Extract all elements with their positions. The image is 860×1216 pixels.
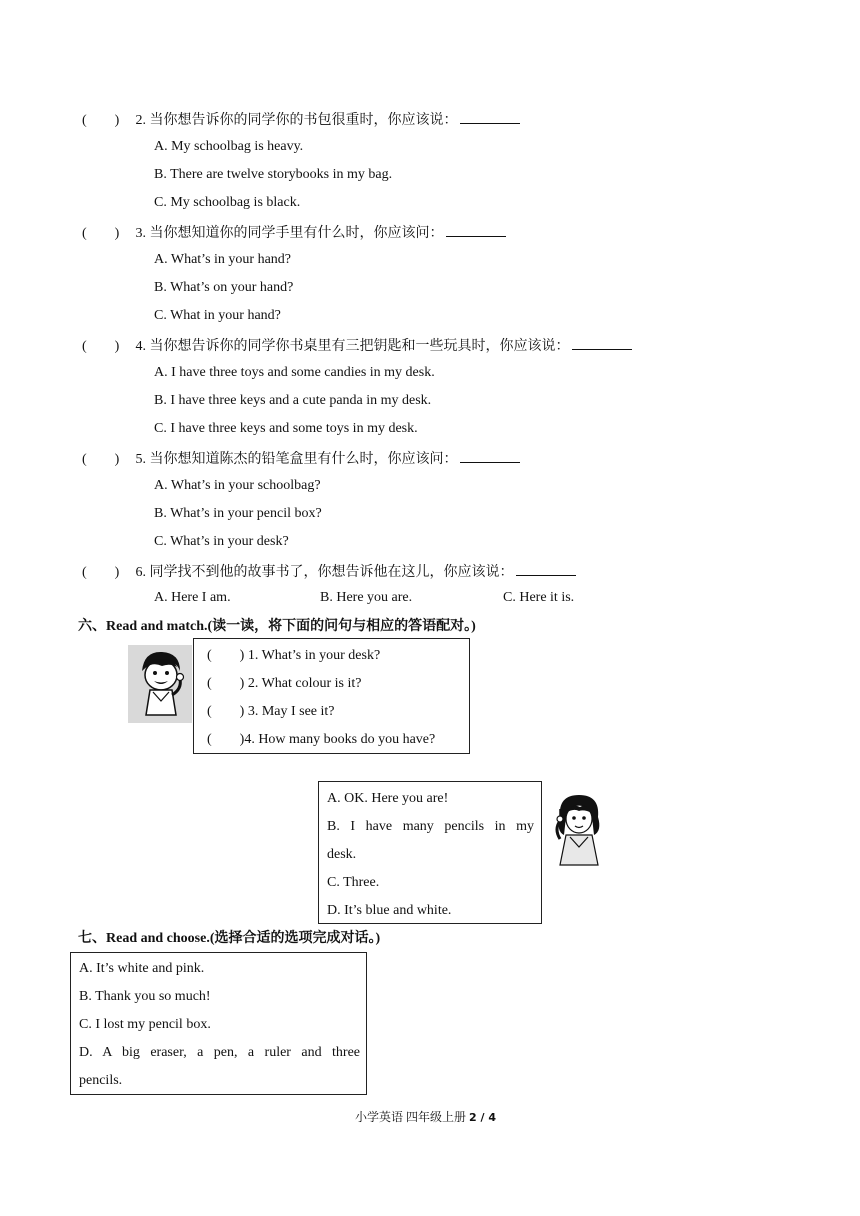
match-answer-c: C. Three. bbox=[327, 875, 380, 890]
match-questions-box bbox=[193, 638, 470, 754]
choose-option-b: B. Thank you so much! bbox=[79, 989, 211, 1004]
match-question-4: ( )4. How many books do you have? bbox=[207, 732, 436, 747]
option: C. I have three keys and some toys in my desk. bbox=[154, 421, 418, 436]
question-text: 当你想告诉你的同学你书桌里有三把钥匙和一些玩具时，你应该说： bbox=[149, 339, 570, 354]
choose-option-c: C. I lost my pencil box. bbox=[79, 1017, 211, 1032]
section-7-heading bbox=[78, 930, 380, 948]
answer-paren[interactable]: ( ) bbox=[82, 339, 120, 354]
section-7-title: 七、Read and choose. bbox=[78, 931, 210, 946]
answer-blank[interactable] bbox=[572, 335, 632, 350]
option: B. Here you are. bbox=[320, 590, 413, 605]
match-question-2: ( ) 2. What colour is it? bbox=[207, 676, 362, 691]
section-6-title: 六、Read and match. bbox=[78, 619, 208, 634]
option: A. What’s in your hand? bbox=[154, 252, 291, 267]
choose-options-box bbox=[70, 952, 367, 1095]
question-number: 4. bbox=[135, 339, 146, 354]
choose-option-a: A. It’s white and pink. bbox=[79, 961, 205, 976]
page-number: 2 / 4 bbox=[469, 1111, 496, 1124]
option: C. What’s in your desk? bbox=[154, 534, 289, 549]
question-6 bbox=[82, 561, 576, 582]
boy-cartoon-icon bbox=[128, 645, 192, 723]
question-number: 6. bbox=[135, 565, 146, 580]
match-answers-box bbox=[318, 781, 542, 924]
girl-cartoon-icon bbox=[546, 787, 612, 869]
match-answer-b-cont: desk. bbox=[327, 847, 357, 862]
page-footer bbox=[355, 1108, 496, 1127]
question-2 bbox=[82, 109, 520, 130]
match-answer-d: D. It’s blue and white. bbox=[327, 903, 452, 918]
match-answer-a: A. OK. Here you are! bbox=[327, 791, 449, 806]
question-text: 当你想知道陈杰的铅笔盒里有什么时，你应该问： bbox=[149, 452, 458, 467]
footer-text: 小学英语 四年级上册 bbox=[355, 1110, 470, 1124]
section-6-instruction: (读一读，将下面的问句与相应的答语配对。) bbox=[207, 619, 476, 634]
answer-blank[interactable] bbox=[460, 109, 520, 124]
boy-picture bbox=[128, 645, 192, 723]
section-6-heading bbox=[78, 618, 476, 636]
match-question-1: ( ) 1. What’s in your desk? bbox=[207, 648, 381, 663]
answer-paren[interactable]: ( ) bbox=[82, 565, 120, 580]
question-text: 当你想知道你的同学手里有什么时，你应该问： bbox=[149, 226, 444, 241]
option: C. My schoolbag is black. bbox=[154, 195, 301, 210]
section-7-instruction: (选择合适的选项完成对话。) bbox=[209, 931, 381, 946]
option: B. I have three keys and a cute panda in my desk. bbox=[154, 393, 432, 408]
option: C. What in your hand? bbox=[154, 308, 281, 323]
question-number: 5. bbox=[135, 452, 146, 467]
choose-option-d: D. A big eraser, a pen, a ruler and three bbox=[79, 1045, 360, 1060]
option: B. What’s on your hand? bbox=[154, 280, 294, 295]
question-text: 同学找不到他的故事书了，你想告诉他在这儿，你应该说： bbox=[149, 565, 514, 580]
question-3 bbox=[82, 222, 506, 243]
choose-option-d-cont: pencils. bbox=[79, 1073, 123, 1088]
answer-paren[interactable]: ( ) bbox=[82, 226, 120, 241]
option: A. What’s in your schoolbag? bbox=[154, 478, 321, 493]
answer-blank[interactable] bbox=[516, 561, 576, 576]
question-text: 当你想告诉你的同学你的书包很重时，你应该说： bbox=[149, 113, 458, 128]
question-4 bbox=[82, 335, 632, 356]
answer-blank[interactable] bbox=[460, 448, 520, 463]
question-number: 2. bbox=[135, 113, 146, 128]
answer-paren[interactable]: ( ) bbox=[82, 113, 120, 128]
match-question-3: ( ) 3. May I see it? bbox=[207, 704, 335, 719]
option: C. Here it is. bbox=[503, 590, 575, 605]
option: A. Here I am. bbox=[154, 590, 231, 605]
question-number: 3. bbox=[135, 226, 146, 241]
answer-blank[interactable] bbox=[446, 222, 506, 237]
option: A. My schoolbag is heavy. bbox=[154, 139, 304, 154]
option: A. I have three toys and some candies in my desk. bbox=[154, 365, 435, 380]
match-answer-b: B. I have many pencils in my bbox=[327, 819, 534, 834]
question-5 bbox=[82, 448, 520, 469]
option: B. There are twelve storybooks in my bag. bbox=[154, 167, 393, 182]
answer-paren[interactable]: ( ) bbox=[82, 452, 120, 467]
option: B. What’s in your pencil box? bbox=[154, 506, 322, 521]
girl-picture bbox=[546, 787, 612, 869]
